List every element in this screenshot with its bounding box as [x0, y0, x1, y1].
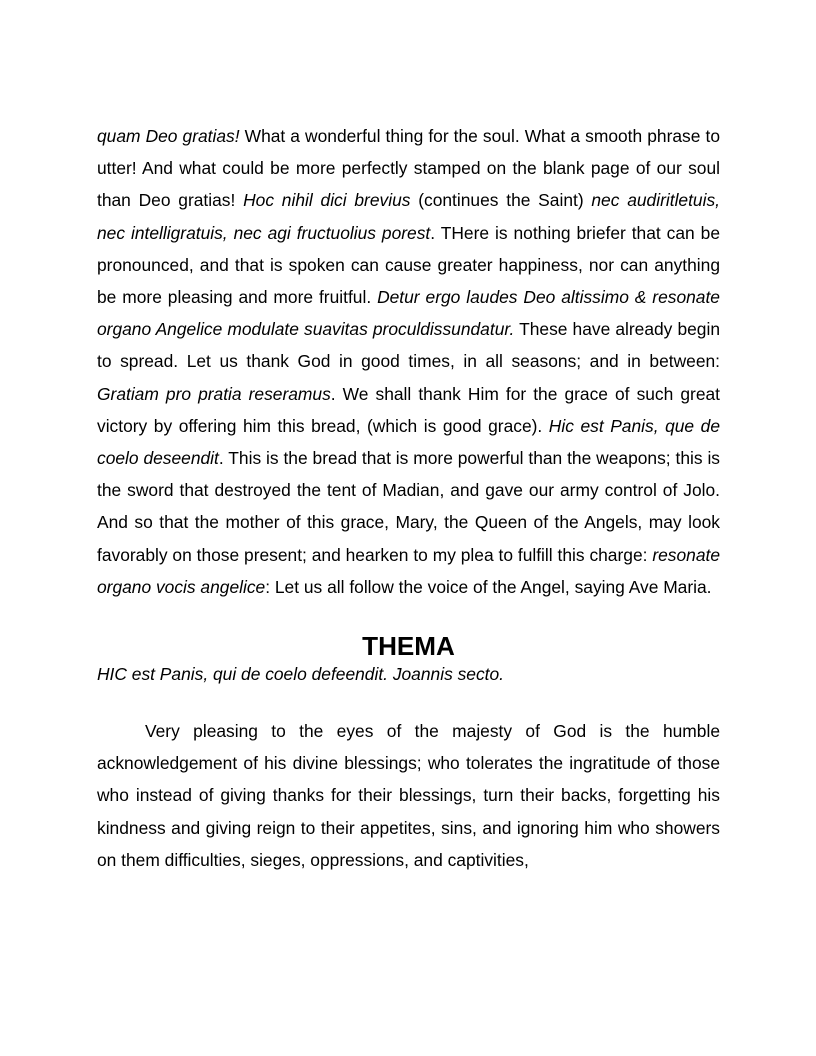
latin-phrase: Hoc nihil dici brevius	[243, 190, 411, 211]
latin-phrase: resonate organo vocis angelice	[97, 544, 720, 597]
latin-phrase: Gratiam pro pratia reseramus	[97, 383, 331, 404]
latin-phrase: nec audiritletuis, nec intelligratuis, nec agi fructuolius porest	[97, 190, 720, 243]
section-heading: THEMA	[362, 631, 455, 662]
text-run: . This is the bread that is more powerful than the weapons; this is the sword that destroyed the tent of Madian, and gave our army control of Jolo. And so that the mother of this grace, Mary, the Queen of the Angels, may look favorably on those present; and hearken to my plea to fulfill this charge:	[97, 448, 721, 565]
thema-citation: HIC est Panis, qui de coelo defeendit. Joannis secto.	[97, 664, 504, 685]
body-paragraph-2: Very pleasing to the eyes of the majesty of God is the humble acknowledgement of his divine blessings; who tolerates the ingratitude of those who instead of giving thanks for their blessings, turn their backs, forgetting his kindness and giving reign to their appetites, sins, and ignoring him who showers on them difficulties, sieges, oppressions, and captivities,	[97, 721, 720, 870]
latin-phrase: Hic est Panis, que de coelo deseendit	[97, 415, 720, 469]
text-run: : Let us all follow the voice of the Angel, saying Ave Maria.	[265, 576, 712, 597]
latin-phrase: quam Deo gratias!	[97, 126, 240, 146]
text-run: These have already begin to spread. Let us thank God in good times, in all seasons; and in between:	[97, 319, 720, 372]
text-run: . We shall thank Him for the grace of such great victory by offering him this bread, (which is good grace).	[97, 383, 720, 436]
latin-phrase: Detur ergo laudes Deo altissimo & resonate organo Angelice modulate suavitas proculdissundatur.	[97, 287, 720, 340]
text-run: . THere is nothing briefer that can be pronounced, and that is spoken can cause greater happiness, nor can anything be more pleasing and more fruitful.	[97, 222, 721, 308]
body-paragraph-1	[97, 120, 720, 603]
text-run: (continues the Saint)	[410, 190, 592, 211]
text-run: What a wonderful thing for the soul. What a smooth phrase to utter! And what could be more perfectly stamped on the blank page of our soul than Deo gratias!	[97, 126, 720, 211]
document-page	[97, 120, 720, 876]
